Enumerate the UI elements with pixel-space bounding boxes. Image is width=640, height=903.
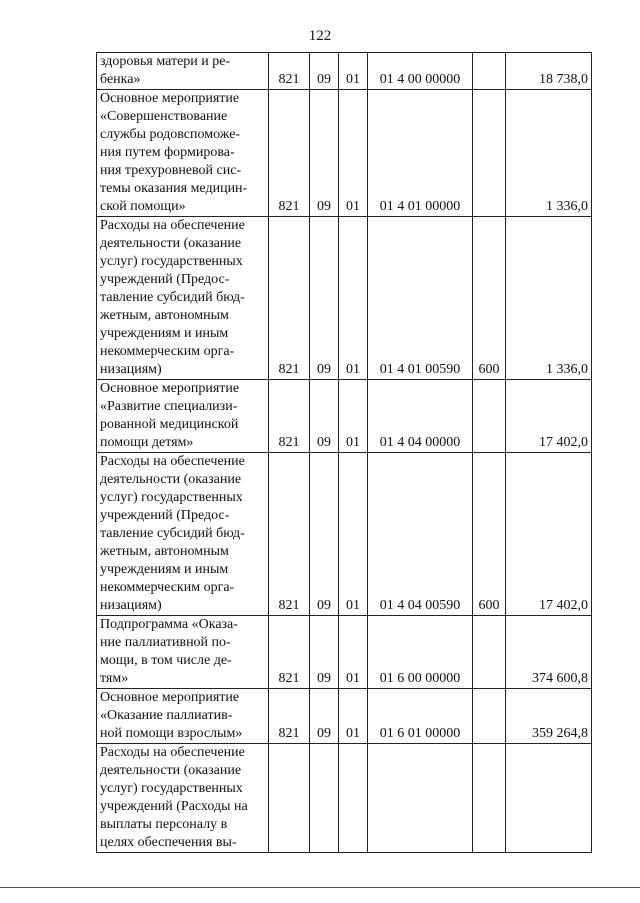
- amount-cell: 359 264,8: [506, 689, 592, 744]
- target-article-cell: 01 4 00 00000: [368, 53, 473, 90]
- row-name-cell: Основное мероприятие «Развитие специализи- рованной медицинской помощи детям»: [97, 380, 269, 453]
- subsection-code-cell: 01: [339, 453, 368, 616]
- expense-type-cell: 600: [473, 453, 506, 616]
- section-code-cell: 09: [310, 453, 339, 616]
- subsection-code-cell: 01: [339, 380, 368, 453]
- subsection-code-cell: [339, 744, 368, 853]
- amount-cell: 18 738,0: [506, 53, 592, 90]
- expense-type-cell: [473, 744, 506, 853]
- amount-cell: 374 600,8: [506, 616, 592, 689]
- bottom-rule: [0, 887, 640, 888]
- table-row: [97, 217, 592, 380]
- grbs-code-cell: 821: [269, 380, 310, 453]
- section-code-cell: 09: [310, 53, 339, 90]
- grbs-code-cell: 821: [269, 453, 310, 616]
- table-row: [97, 380, 592, 453]
- expense-type-cell: [473, 380, 506, 453]
- table-row: [97, 616, 592, 689]
- section-code-cell: 09: [310, 380, 339, 453]
- expense-type-cell: [473, 90, 506, 217]
- row-name-cell: Подпрограмма «Оказа- ние паллиативной по- мощи, в том числе де- тям»: [97, 616, 269, 689]
- amount-cell: 17 402,0: [506, 453, 592, 616]
- row-name-cell: Основное мероприятие «Совершенствование службы родовспоможе- ния путем формирова- ния трехуровневой сис- темы оказания медицин- ской помощи»: [97, 90, 269, 217]
- subsection-code-cell: 01: [339, 53, 368, 90]
- row-name-cell: здоровья матери и ре- бенка»: [97, 53, 269, 90]
- grbs-code-cell: [269, 744, 310, 853]
- table-row: [97, 53, 592, 90]
- target-article-cell: 01 6 00 00000: [368, 616, 473, 689]
- expense-type-cell: [473, 616, 506, 689]
- amount-cell: 1 336,0: [506, 217, 592, 380]
- grbs-code-cell: 821: [269, 90, 310, 217]
- target-article-cell: 01 6 01 00000: [368, 689, 473, 744]
- expense-type-cell: [473, 53, 506, 90]
- amount-cell: [506, 744, 592, 853]
- table-row: [97, 689, 592, 744]
- row-name-cell: Расходы на обеспечение деятельности (оказание услуг) государственных учреждений (Предос- тавление субсидий бюд- жетным, автономным учреждениям и иным некоммерческим орга- низациям): [97, 217, 269, 380]
- expense-type-cell: 600: [473, 217, 506, 380]
- target-article-cell: 01 4 04 00000: [368, 380, 473, 453]
- section-code-cell: 09: [310, 689, 339, 744]
- subsection-code-cell: 01: [339, 217, 368, 380]
- amount-cell: 1 336,0: [506, 90, 592, 217]
- target-article-cell: [368, 744, 473, 853]
- page-number: 122: [308, 28, 332, 44]
- grbs-code-cell: 821: [269, 616, 310, 689]
- expense-type-cell: [473, 689, 506, 744]
- section-code-cell: 09: [310, 616, 339, 689]
- subsection-code-cell: 01: [339, 616, 368, 689]
- table-row: [97, 453, 592, 616]
- target-article-cell: 01 4 01 00000: [368, 90, 473, 217]
- section-code-cell: [310, 744, 339, 853]
- subsection-code-cell: 01: [339, 689, 368, 744]
- table-row: [97, 90, 592, 217]
- target-article-cell: 01 4 01 00590: [368, 217, 473, 380]
- grbs-code-cell: 821: [269, 53, 310, 90]
- grbs-code-cell: 821: [269, 217, 310, 380]
- row-name-cell: Основное мероприятие «Оказание паллиатив- ной помощи взрослым»: [97, 689, 269, 744]
- section-code-cell: 09: [310, 217, 339, 380]
- row-name-cell: Расходы на обеспечение деятельности (оказание услуг) государственных учреждений (Предос- тавление субсидий бюд- жетным, автономным учреждениям и иным некоммерческим орга- низациям): [97, 453, 269, 616]
- amount-cell: 17 402,0: [506, 380, 592, 453]
- section-code-cell: 09: [310, 90, 339, 217]
- budget-table: [96, 52, 592, 853]
- grbs-code-cell: 821: [269, 689, 310, 744]
- table-row: [97, 744, 592, 853]
- row-name-cell: Расходы на обеспечение деятельности (оказание услуг) государственных учреждений (Расходы на выплаты персоналу в целях обеспечения вы-: [97, 744, 269, 853]
- target-article-cell: 01 4 04 00590: [368, 453, 473, 616]
- subsection-code-cell: 01: [339, 90, 368, 217]
